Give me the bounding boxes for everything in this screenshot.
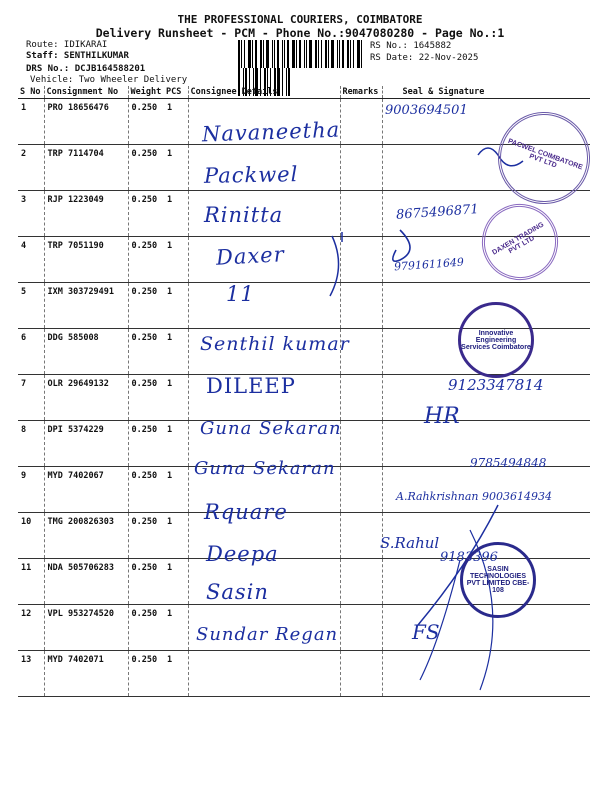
cell-weight: 0.250 [128, 559, 164, 605]
pacwel-seal: PACWEL COIMBATORE PVT LTD [485, 99, 600, 217]
cell-pcs: 1 [164, 99, 188, 145]
cell-sno: 12 [18, 605, 44, 651]
cell-weight: 0.250 [128, 145, 164, 191]
col-pcs: PCS [164, 86, 188, 99]
cell-pcs: 1 [164, 513, 188, 559]
signature-text: HR [424, 404, 460, 429]
signature-text: 9123347814 [448, 376, 544, 394]
handwritten-consignee: Guna Sekaran [200, 418, 342, 439]
drs-number: DRS No.: DCJB164588201 [26, 64, 146, 74]
cell-sno: 13 [18, 651, 44, 697]
handwritten-consignee: Navaneetha [201, 117, 341, 147]
cell-sno: 8 [18, 421, 44, 467]
cell-pcs: 1 [164, 605, 188, 651]
signature-text: 9183396 [440, 550, 498, 565]
cell-weight: 0.250 [128, 283, 164, 329]
cell-pcs: 1 [164, 191, 188, 237]
cell-sno: 2 [18, 145, 44, 191]
cell-pcs: 1 [164, 467, 188, 513]
handwritten-consignee: 11 [226, 282, 255, 306]
col-signature: Seal & Signature [382, 86, 590, 99]
cell-sno: 7 [18, 375, 44, 421]
cell-consignment: NDA 505706283 [44, 559, 128, 605]
cell-sno: 6 [18, 329, 44, 375]
cell-consignment: IXM 303729491 [44, 283, 128, 329]
cell-consignment: TRP 7051190 [44, 237, 128, 283]
cell-weight: 0.250 [128, 421, 164, 467]
cell-consignment: TMG 200826303 [44, 513, 128, 559]
cell-sno: 10 [18, 513, 44, 559]
col-weight: Weight [128, 86, 164, 99]
cell-sno: 1 [18, 99, 44, 145]
cell-consignment: DPI 5374229 [44, 421, 128, 467]
col-consignee: Consignee Details [188, 86, 340, 99]
handwritten-consignee: Deepa [206, 542, 279, 566]
cell-sno: 4 [18, 237, 44, 283]
col-sno: S No [18, 86, 44, 99]
route-label: Route: IDIKARAI [26, 40, 108, 50]
cell-weight: 0.250 [128, 651, 164, 697]
cell-sno: 9 [18, 467, 44, 513]
daxen-seal: DAXEN TRADING PVT LTD [468, 190, 572, 294]
col-consignment: Consignment No [44, 86, 128, 99]
cell-consignment: MYD 7402067 [44, 467, 128, 513]
signature-text: FS [412, 620, 440, 644]
cell-consignment: MYD 7402071 [44, 651, 128, 697]
cell-consignment: TRP 7114704 [44, 145, 128, 191]
cell-consignment: PRO 18656476 [44, 99, 128, 145]
cell-weight: 0.250 [128, 237, 164, 283]
cell-pcs: 1 [164, 421, 188, 467]
cell-sno: 11 [18, 559, 44, 605]
handwritten-consignee: Sundar Regan [196, 624, 339, 645]
cell-weight: 0.250 [128, 99, 164, 145]
cell-weight: 0.250 [128, 191, 164, 237]
handwritten-consignee: Daxer [215, 242, 286, 270]
cell-consignment: OLR 29649132 [44, 375, 128, 421]
cell-pcs: 1 [164, 329, 188, 375]
cell-pcs: 1 [164, 559, 188, 605]
handwritten-consignee: Senthil kumar [200, 333, 350, 355]
handwritten-consignee: DILEEP [206, 374, 296, 398]
signature-text: S.Rahul [380, 534, 440, 552]
cell-sno: 5 [18, 283, 44, 329]
handwritten-consignee: Rinitta [204, 203, 284, 227]
innovative-seal: Innovative Engineering Services Coimbatore [458, 302, 534, 378]
signature-text: 9003694501 [385, 103, 468, 118]
signature-text: A.Rahkrishnan 9003614934 [396, 490, 552, 503]
cell-weight: 0.250 [128, 605, 164, 651]
vehicle-label: Vehicle: Two Wheeler Delivery [30, 75, 188, 85]
col-remarks: Remarks [340, 86, 382, 99]
sasin-seal: SASIN TECHNOLOGIES PVT LIMITED CBE-108 [460, 542, 536, 618]
cell-pcs: 1 [164, 651, 188, 697]
staff-label: Staff: SENTHILKUMAR [26, 51, 129, 61]
cell-pcs: 1 [164, 237, 188, 283]
cell-consignment: DDG 585008 [44, 329, 128, 375]
cell-sno: 3 [18, 191, 44, 237]
cell-consignment: RJP 1223049 [44, 191, 128, 237]
cell-weight: 0.250 [128, 329, 164, 375]
signature-text: 9785494848 [470, 456, 547, 470]
signature-text: 8675496871 [395, 202, 480, 223]
cell-weight: 0.250 [128, 513, 164, 559]
rs-date: RS Date: 22-Nov-2025 [370, 53, 479, 63]
cell-weight: 0.250 [128, 375, 164, 421]
rs-number: RS No.: 1645882 [370, 41, 452, 51]
handwritten-consignee: Rquare [204, 500, 288, 524]
handwritten-consignee: Sasin [206, 580, 269, 604]
signature-text: 9791611649 [393, 255, 465, 274]
cell-pcs: 1 [164, 145, 188, 191]
cell-pcs: 1 [164, 283, 188, 329]
handwritten-consignee: Guna Sekaran [194, 458, 336, 479]
cell-weight: 0.250 [128, 467, 164, 513]
company-title: THE PROFESSIONAL COURIERS, COIMBATORE [177, 13, 423, 26]
cell-pcs: 1 [164, 375, 188, 421]
cell-consignment: VPL 953274520 [44, 605, 128, 651]
handwritten-consignee: Packwel [203, 162, 299, 188]
runsheet-subtitle: Delivery Runsheet - PCM - Phone No.:9047080280 - Page No.:1 [95, 26, 505, 40]
